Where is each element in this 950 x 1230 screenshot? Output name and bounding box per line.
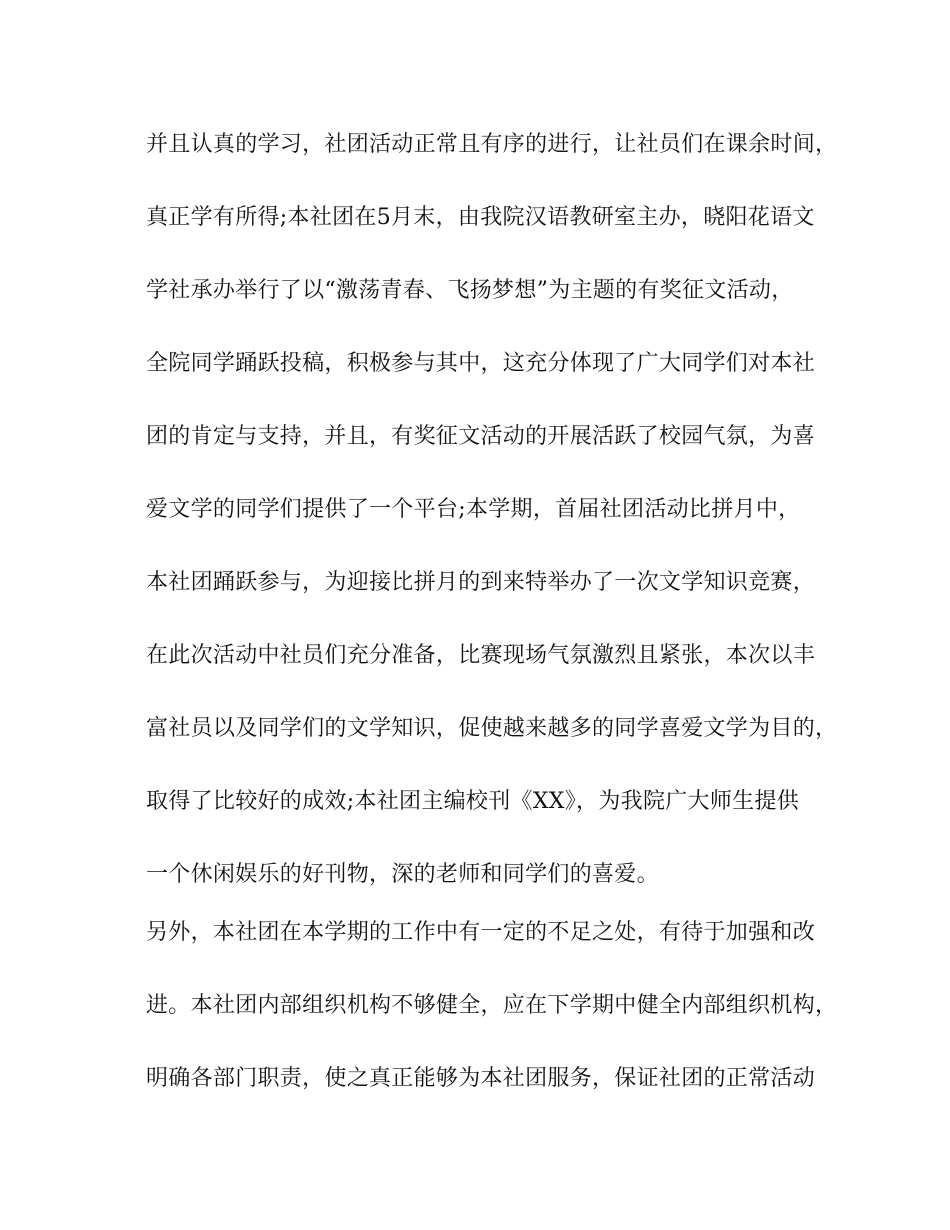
paragraph-line: 本社团踊跃参与，为迎接比拼月的到来特举办了一次文学知识竞赛， xyxy=(146,570,816,595)
paragraph-line: 爱文学的同学们提供了一个平台;本学期，首届社团活动比拼月中， xyxy=(146,497,801,522)
paragraph-line: 并且认真的学习，社团活动正常且有序的进行，让社员们在课余时间， xyxy=(146,132,838,157)
paragraph-line: 取得了比较好的成效;本社团主编校刊《XX》，为我院广大师生提供 xyxy=(146,789,800,814)
paragraph-line: 一个休闲娱乐的好刊物，深的老师和同学们的喜爱。 xyxy=(146,862,659,887)
paragraph-line: 另外，本社团在本学期的工作中有一定的不足之处，有待于加强和改 xyxy=(146,920,816,945)
paragraph-line: 学社承办举行了以“激荡青春、飞扬梦想”为主题的有奖征文活动， xyxy=(146,278,794,303)
paragraph-line: 团的肯定与支持，并且，有奖征文活动的开展活跃了校园气氛，为喜 xyxy=(146,424,816,449)
paragraph-line: 全院同学踊跃投稿，积极参与其中，这充分体现了广大同学们对本社 xyxy=(146,351,816,376)
paragraph-line: 在此次活动中社员们充分准备，比赛现场气氛激烈且紧张，本次以丰 xyxy=(146,643,816,668)
paragraph-line: 进。本社团内部组织机构不够健全，应在下学期中健全内部组织机构， xyxy=(146,993,838,1018)
paragraph-line: 明确各部门职责，使之真正能够为本社团服务，保证社团的正常活动 xyxy=(146,1066,816,1091)
paragraph-line: 富社员以及同学们的文学知识，促使越来越多的同学喜爱文学为目的， xyxy=(146,716,838,741)
paragraph-line: 真正学有所得;本社团在5月末，由我院汉语教研室主办，晓阳花语文 xyxy=(146,205,815,230)
